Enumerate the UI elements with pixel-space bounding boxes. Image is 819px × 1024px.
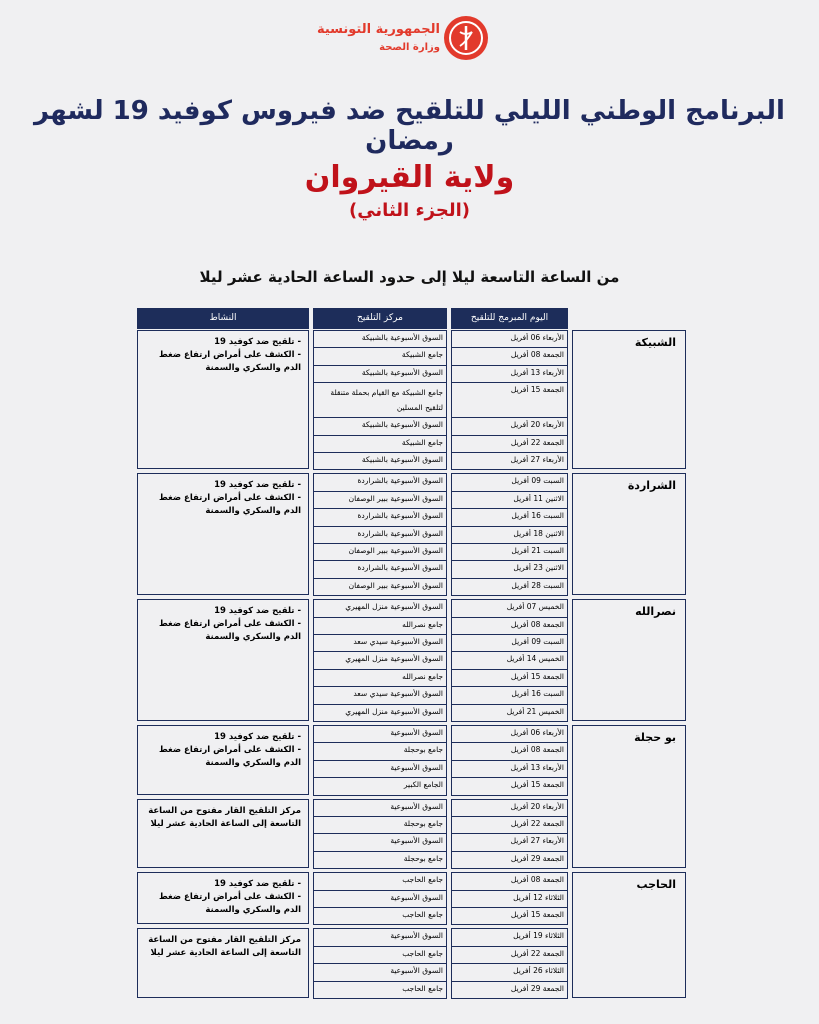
part-label: (الجزء الثاني) (348, 200, 471, 221)
activity-text (143, 336, 301, 375)
activity-line: - تلقيح ضد كوفيد 19 (214, 337, 301, 347)
day-cell: الجمعة 08 أفريل (510, 350, 564, 360)
day-cell: السبت 09 أفريل (511, 637, 564, 646)
logo-republic-text: الجمهورية التونسية (316, 22, 440, 37)
ministry-logo (316, 14, 490, 66)
day-cell: السبت 28 أفريل (511, 580, 564, 590)
day-cell: الجمعة 08 أفريل (510, 619, 564, 629)
row-divider (313, 924, 447, 925)
column-block (313, 473, 447, 595)
day-cell: الأربعاء 27 أفريل (510, 455, 564, 464)
day-cell: الجمعة 15 أفريل (510, 671, 564, 681)
column-block (451, 473, 568, 595)
center-cell: السوق الأسبوعية (390, 836, 443, 846)
header-center: مركز التلقيح (313, 308, 447, 329)
row-divider (451, 795, 568, 796)
header-activity: النشاط (137, 308, 309, 329)
center-cell: السوق الأسبوعية سيدي سعد (353, 637, 443, 646)
center-cell: جامع الشبيكة (401, 350, 443, 360)
activity-line: مركز التلقيح القار مفتوح من الساعة التاسعة إلى الساعة الحادية عشر ليلا (148, 805, 301, 829)
center-cell: السوق الأسبوعية (390, 966, 443, 976)
activity-text (143, 805, 301, 831)
logo-ministry-text: وزارة الصحة (379, 42, 440, 53)
center-cell: السوق الأسبوعية بالشراردة (357, 511, 443, 521)
row-divider (451, 924, 568, 925)
center-cell: جامع الحاجب (402, 910, 443, 919)
day-cell: الجمعة 29 أفريل (510, 853, 564, 863)
activity-line: - تلقيح ضد كوفيد 19 (214, 606, 301, 617)
row-divider (451, 998, 568, 999)
day-cell: الاثنين 23 أفريل (513, 563, 564, 573)
day-cell: الثلاثاء 19 أفريل (513, 931, 564, 941)
center-cell: السوق الأسبوعية منزل المهيري (345, 706, 443, 716)
center-cell: السوق الأسبوعية (390, 762, 443, 772)
column-block (313, 330, 447, 469)
activity-text (143, 605, 301, 644)
day-cell: الجمعة 22 أفريل (510, 437, 564, 447)
header-day: اليوم المبرمج للتلقيح (451, 308, 568, 329)
activity-line: - الكشف على أمراض ارتفاع ضغط الدم والسكري والسمنة (158, 493, 301, 517)
center-cell: جامع الحاجب (402, 983, 443, 993)
row-divider (313, 469, 447, 470)
activity-text (143, 878, 301, 917)
day-cell: الخميس 14 أفريل (506, 654, 564, 664)
delegation-block (572, 330, 686, 469)
column-block (313, 872, 447, 924)
page-title: البرنامج الوطني الليلي للتلقيح ضد فيروس كوفيد 19 لشهر رمضان (34, 96, 785, 156)
column-block (313, 799, 447, 869)
row-divider (313, 721, 447, 722)
day-cell: السبت 21 أفريل (511, 546, 564, 555)
row-divider (451, 469, 568, 470)
activity-line: - الكشف على أمراض ارتفاع ضغط الدم والسكري والسمنة (158, 619, 301, 643)
row-divider (313, 795, 447, 796)
center-cell: السوق الأسبوعية ببير الوصفان (348, 580, 443, 590)
activity-line: - تلقيح ضد كوفيد 19 (214, 732, 301, 742)
day-cell: الثلاثاء 12 أفريل (513, 892, 564, 902)
center-cell: السوق الأسبوعية منزل المهيري (345, 654, 443, 664)
row-divider (313, 998, 447, 999)
day-cell: الأربعاء 20 أفريل (510, 801, 564, 811)
day-cell: الجمعة 22 أفريل (510, 819, 564, 828)
day-cell: الأربعاء 06 أفريل (510, 728, 564, 737)
center-cell: جامع بوحجلة (403, 745, 443, 755)
activity-text (143, 479, 301, 518)
schedule-table (0, 330, 819, 1024)
day-cell: السبت 09 أفريل (511, 476, 564, 486)
delegation-block (572, 725, 686, 868)
center-cell: السوق الأسبوعية (390, 728, 443, 737)
governorate-title: ولاية القيروان (304, 160, 515, 195)
center-cell: السوق الأسبوعية (390, 801, 443, 811)
center-cell: جامع الحاجب (402, 948, 443, 958)
day-cell: الجمعة 15 أفريل (510, 910, 564, 919)
center-cell: السوق الأسبوعية بالشراردة (357, 563, 443, 573)
center-cell: السوق الأسبوعية ببير الوصفان (348, 546, 443, 555)
activity-line: - تلقيح ضد كوفيد 19 (214, 879, 301, 890)
day-cell: الأربعاء 13 أفريل (510, 367, 564, 377)
center-cell: السوق الأسبوعية بالشبيكة (361, 420, 443, 430)
center-cell: السوق الأسبوعية بالشبيكة (361, 367, 443, 377)
activity-line: مركز التلقيح القار مفتوح من الساعة التاسعة إلى الساعة الحادية عشر ليلا (148, 935, 301, 959)
day-cell: الجمعة 15 أفريل (510, 385, 564, 395)
day-cell: الجمعة 22 أفريل (510, 948, 564, 958)
activity-line: - الكشف على أمراض ارتفاع ضغط الدم والسكري والسمنة (158, 350, 301, 373)
center-cell: الجامع الكبير (403, 780, 443, 790)
center-cell: جامع نصرالله (402, 619, 443, 629)
column-block (451, 725, 568, 795)
delegation-name: الشراردة (627, 479, 676, 493)
health-emblem-icon (444, 16, 488, 60)
day-cell: الاثنين 11 أفريل (513, 493, 564, 503)
column-block (313, 599, 447, 721)
center-cell: جامع بوحجلة (403, 819, 443, 828)
delegation-name: الحاجب (636, 878, 676, 892)
column-block (451, 799, 568, 869)
row-divider (451, 721, 568, 722)
center-cell: السوق الأسبوعية منزل المهيري (345, 602, 443, 612)
day-cell: الخميس 07 أفريل (506, 602, 564, 612)
day-cell: السبت 16 أفريل (511, 689, 564, 699)
column-block (451, 330, 568, 469)
day-cell: الأربعاء 06 أفريل (510, 333, 564, 342)
center-cell: السوق الأسبوعية بالشراردة (357, 476, 443, 486)
row-divider (313, 868, 447, 869)
center-cell: جامع نصرالله (402, 671, 443, 681)
day-cell: الجمعة 15 أفريل (510, 780, 564, 790)
column-block (451, 928, 568, 998)
column-block (313, 928, 447, 998)
center-cell: السوق الأسبوعية بالشراردة (357, 528, 443, 538)
activity-line: - الكشف على أمراض ارتفاع ضغط الدم والسكري والسمنة (158, 745, 301, 768)
day-cell: الأربعاء 13 أفريل (510, 762, 564, 772)
day-cell: الجمعة 08 أفريل (510, 745, 564, 755)
schedule-hours: من الساعة التاسعة ليلا إلى حدود الساعة الحادية عشر ليلا (199, 268, 620, 286)
center-cell: السوق الأسبوعية (390, 931, 443, 941)
delegation-name: الشبيكة (634, 336, 676, 349)
center-cell: السوق الأسبوعية سيدي سعد (353, 689, 443, 699)
center-cell: جامع الحاجب (402, 875, 443, 885)
day-cell: الجمعة 29 أفريل (510, 983, 564, 993)
center-cell: جامع بوحجلة (403, 853, 443, 863)
delegation-name: بو حجلة (634, 731, 676, 744)
activity-line: - تلقيح ضد كوفيد 19 (214, 480, 301, 491)
column-block (313, 725, 447, 795)
center-cell: السوق الأسبوعية (390, 892, 443, 902)
day-cell: السبت 16 أفريل (511, 511, 564, 521)
day-cell: الجمعة 08 أفريل (510, 875, 564, 885)
column-block (451, 599, 568, 721)
day-cell: الأربعاء 20 أفريل (510, 420, 564, 430)
delegation-name: نصرالله (635, 605, 676, 619)
row-divider (313, 595, 447, 596)
column-block (451, 872, 568, 924)
center-cell: جامع الشبيكة مع القيام بحملة متنقلة لتلقيح المسلين (330, 388, 443, 413)
day-cell: الثلاثاء 26 أفريل (513, 966, 564, 976)
row-divider (451, 595, 568, 596)
center-cell: جامع الشبيكة (401, 437, 443, 447)
center-cell: السوق الأسبوعية بالشبيكة (361, 455, 443, 464)
activity-text (143, 934, 301, 960)
center-cell: السوق الأسبوعية بالشبيكة (361, 333, 443, 342)
day-cell: الأربعاء 27 أفريل (510, 836, 564, 846)
row-divider (451, 868, 568, 869)
activity-line: - الكشف على أمراض ارتفاع ضغط الدم والسكري والسمنة (158, 892, 301, 916)
activity-text (143, 731, 301, 770)
day-cell: الاثنين 18 أفريل (513, 528, 564, 538)
day-cell: الخميس 21 أفريل (506, 706, 564, 716)
center-cell: السوق الأسبوعية ببير الوصفان (348, 493, 443, 503)
